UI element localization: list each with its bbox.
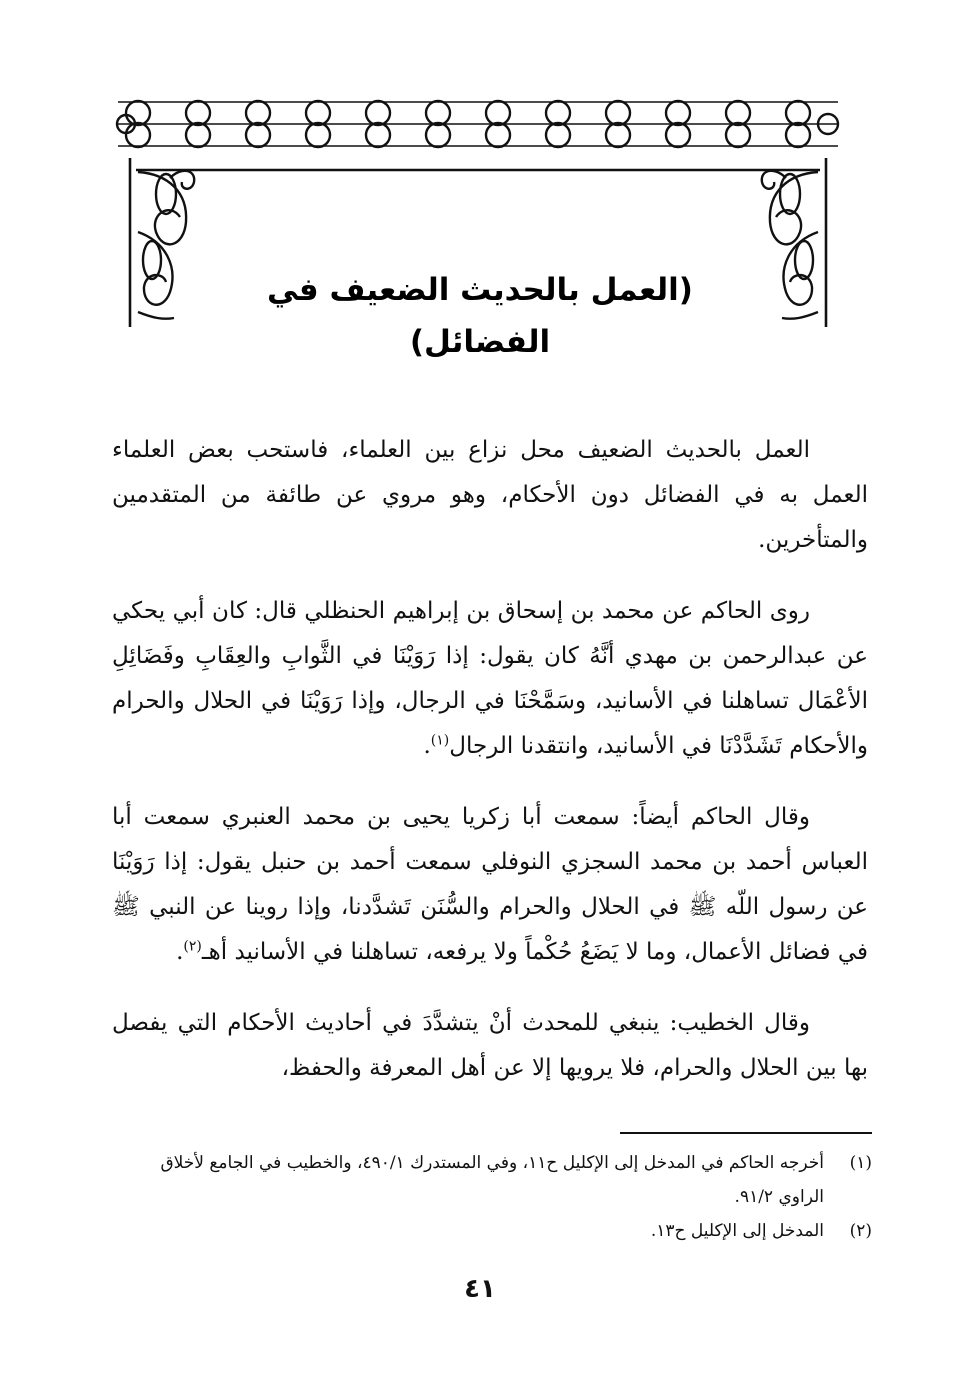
paragraph-4 xyxy=(112,1001,868,1091)
left-floral-ornament xyxy=(138,171,194,319)
paragraph-1-text: العمل بالحديث الضعيف محل نزاع بين العلماء، فاستحب بعض العلماء العمل به في الفضائل دون الأحكام، وهو مروي عن طائفة من المتقدمين والمتأخرين. xyxy=(112,437,868,553)
paragraph-3 xyxy=(112,795,868,975)
paragraph-1 xyxy=(112,428,868,563)
footnote-divider xyxy=(620,1132,872,1134)
paragraph-2-text: روى الحاكم عن محمد بن إسحاق بن إبراهيم الحنظلي قال: كان أبي يحكي عن عبدالرحمن بن مهدي أنَّهُ كان يقول: إذا رَوَيْنَا في الثَّوابِ والعِقَابِ وفَضَائِلِ الأعْمَال تساهلنا في الأسانيد، وسَمَّحْنَا في الرجال، وإذا رَوَيْنَا في الحلال والحرام والأحكام تَشَدَّدْنَا في الأسانيد، وانتقدنا الرجال xyxy=(112,598,868,759)
footnote-1 xyxy=(112,1146,872,1214)
paragraph-4-text: وقال الخطيب: ينبغي للمحدث أنْ يتشدَّدَ في أحاديث الأحكام التي يفصل بها بين الحلال والحرام، فلا يرويها إلا عن أهل المعرفة والحفظ، xyxy=(112,1010,868,1081)
paragraph-3-text: وقال الحاكم أيضاً: سمعت أبا زكريا يحيى بن محمد العنبري سمعت أبا العباس أحمد بن محمد السجزي النوفلي سمعت أحمد بن حنبل يقول: إذا رَوَيْنَا عن رسول اللّه ﷺ في الحلال والحرام والسُّنَن تَشدَّدنا، وإذا روينا عن النبي ﷺ في فضائل الأعمال، وما لا يَضَعُ حُكْماً ولا يرفعه، تساهلنا في الأسانيد أهـ xyxy=(112,804,868,965)
paragraph-2 xyxy=(112,589,868,769)
right-floral-ornament xyxy=(762,171,818,319)
footnote-marker-1: (١) xyxy=(430,732,450,749)
body-text xyxy=(112,428,868,1117)
footnote-2-number: (٢) xyxy=(849,1221,872,1241)
footnote-1-text: أخرجه الحاكم في المدخل إلى الإكليل ح١١، وفي المستدرك ٤٩٠/١، والخطيب في الجامع لأخلاق الراوي ٩١/٢. xyxy=(160,1153,824,1207)
footnote-2-text: المدخل إلى الإكليل ح١٣. xyxy=(650,1221,824,1241)
chapter-title: (العمل بالحديث الضعيف في الفضائل) xyxy=(267,272,693,360)
footnotes xyxy=(112,1146,872,1248)
page-number: ٤١ xyxy=(464,1274,496,1304)
paragraph-2-period: . xyxy=(423,733,431,759)
chain-ornament xyxy=(117,101,838,147)
paragraph-3-period: . xyxy=(176,939,184,965)
footnote-marker-2: (٢) xyxy=(183,938,202,955)
footnote-1-number: (١) xyxy=(849,1153,872,1173)
footnote-2 xyxy=(112,1214,872,1248)
